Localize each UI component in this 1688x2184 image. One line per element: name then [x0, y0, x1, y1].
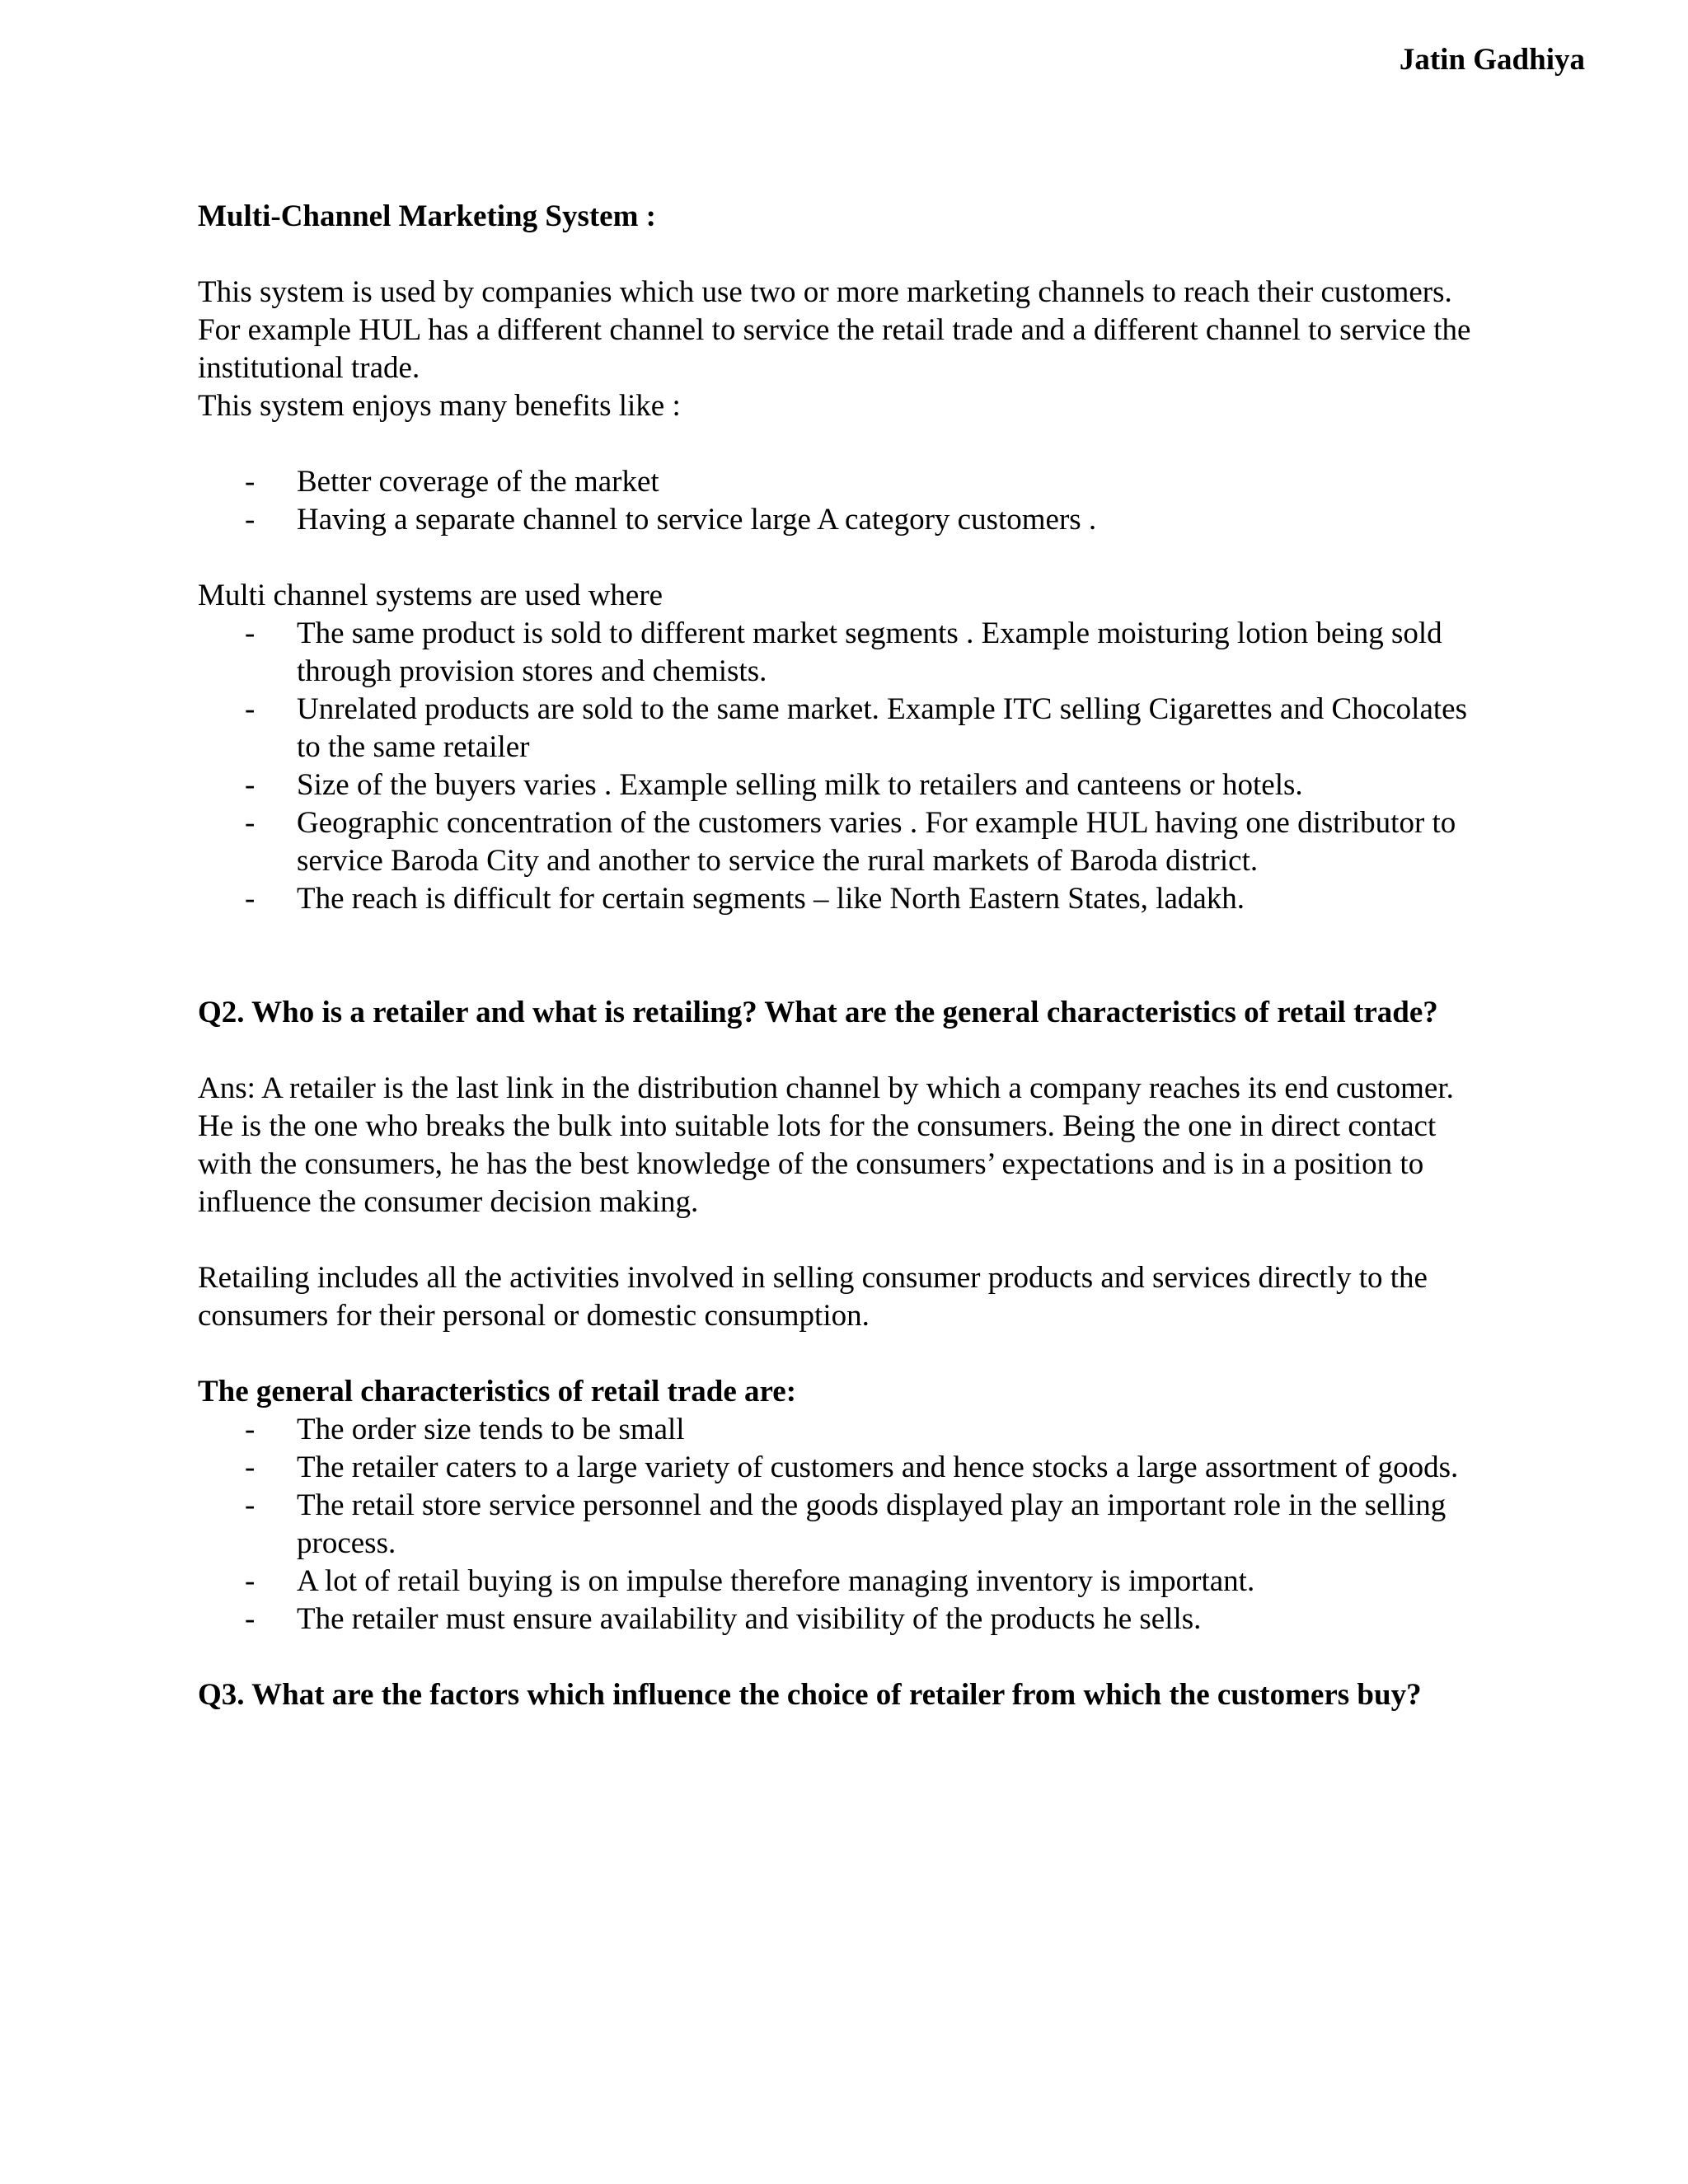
- paragraph-uses-intro: Multi channel systems are used where: [198, 579, 663, 612]
- benefits-list: [198, 463, 1484, 539]
- list-dash: -: [245, 1451, 256, 1484]
- list-item: - The same product is sold to different market segments . Example moisturing lotion being sold through provision stores and chemists.: [245, 616, 1442, 688]
- spacer: [198, 918, 1484, 994]
- spacer: [198, 425, 1484, 463]
- list-dash: -: [245, 503, 256, 537]
- spacer: [198, 1221, 1484, 1259]
- list-item: - Having a separate channel to service large A category customers .: [198, 501, 1484, 539]
- list-item: - The retail store service personnel and the goods displayed play an important role in the selling process.: [245, 1488, 1447, 1560]
- list-dash: -: [245, 1413, 256, 1446]
- list-dash: -: [245, 1488, 256, 1522]
- list-item: - Size of the buyers varies . Example selling milk to retailers and canteens or hotels.: [198, 766, 1484, 804]
- spacer: [198, 1335, 1484, 1373]
- document-body: [198, 198, 1484, 1714]
- paragraph-benefits-intro: This system enjoys many benefits like :: [198, 389, 681, 423]
- question-heading-q3: Q3. What are the factors which influence the choice of retailer from which the customers buy?: [198, 1678, 1422, 1712]
- list-dash: -: [245, 616, 256, 650]
- spacer: [198, 236, 1484, 274]
- question-heading-q2: Q2. Who is a retailer and what is retailing? What are the general characteristics of retail trade?: [198, 996, 1438, 1029]
- paragraph-answer-1: Ans: A retailer is the last link in the distribution channel by which a company reaches its end customer. He is the one who breaks the bulk into suitable lots for the consumers. Being the one in direct contact with the consumers, he has the best knowledge of the consumers’ expectations and is in a position to influence the consumer decision making.: [198, 1071, 1454, 1219]
- list-dash: -: [245, 768, 256, 802]
- spacer: [198, 1032, 1484, 1070]
- spacer: [198, 1638, 1484, 1676]
- list-item: - The retailer caters to a large variety of customers and hence stocks a large assortment of goods.: [198, 1449, 1484, 1487]
- list-dash: -: [245, 1602, 256, 1636]
- list-dash: -: [245, 692, 256, 726]
- list-item: - The retailer must ensure availability and visibility of the products he sells.: [198, 1601, 1484, 1638]
- paragraph-intro: This system is used by companies which use two or more marketing channels to reach their customers. For example HUL has a different channel to service the retail trade and a different channel to service the institutional trade.: [198, 275, 1471, 385]
- paragraph-answer-2: Retailing includes all the activities involved in selling consumer products and services directly to the consumers for their personal or domestic consumption.: [198, 1261, 1428, 1333]
- list-dash: -: [245, 465, 256, 499]
- list-item: - The reach is difficult for certain segments – like North Eastern States, ladakh.: [198, 880, 1484, 918]
- list-item: - Geographic concentration of the customers varies . For example HUL having one distributor to service Baroda City and another to service the rural markets of Baroda district.: [245, 806, 1456, 878]
- author-name: Jatin Gadhiya: [1399, 43, 1585, 77]
- section-heading-multichannel: Multi-Channel Marketing System :: [198, 199, 656, 233]
- list-dash: -: [245, 882, 256, 916]
- spacer: [198, 539, 1484, 577]
- list-dash: -: [245, 806, 256, 840]
- list-item: - The order size tends to be small: [198, 1411, 1484, 1449]
- characteristics-list: [198, 1411, 1484, 1638]
- list-item: - A lot of retail buying is on impulse therefore managing inventory is important.: [198, 1563, 1484, 1601]
- uses-list: [198, 615, 1484, 918]
- list-item: - Better coverage of the market: [198, 463, 1484, 501]
- characteristics-heading: The general characteristics of retail trade are:: [198, 1375, 797, 1408]
- list-item: - Unrelated products are sold to the same market. Example ITC selling Cigarettes and Chocolates to the same retailer: [245, 692, 1467, 764]
- list-dash: -: [245, 1564, 256, 1598]
